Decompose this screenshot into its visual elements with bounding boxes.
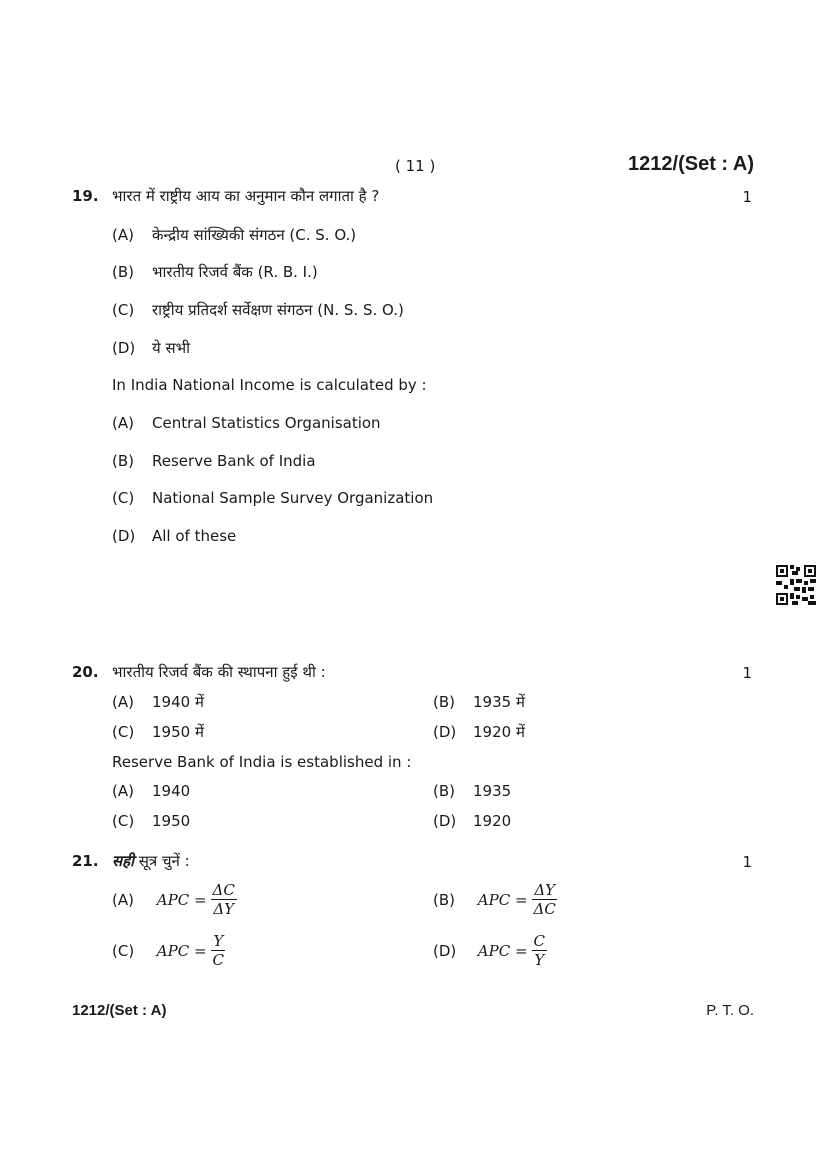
q19-english-option-a: (A) Central Statistics Organisation	[112, 414, 381, 432]
q20-hindi-option-a: (A) 1940 में	[112, 693, 204, 711]
q20-hindi-option-c: (C) 1950 में	[112, 723, 204, 741]
q19-hindi-option-c: (C) राष्ट्रीय प्रतिदर्श सर्वेक्षण संगठन (N. S. S. O.)	[112, 301, 404, 319]
q20-hindi-option-d: (D) 1920 में	[433, 723, 525, 741]
footer-paper-code: 1212/(Set : A)	[72, 1002, 167, 1019]
q21-option-d: (D) APC = $\frac{C}{Y}$	[433, 932, 546, 969]
qr-code-icon	[776, 565, 816, 605]
question-19-marks: 1	[742, 188, 752, 206]
footer-pto: P. T. O.	[706, 1002, 754, 1019]
question-21-number: 21.	[72, 852, 99, 870]
q20-english-option-d: (D) 1920	[433, 812, 512, 830]
q19-hindi-option-d: (D) ये सभी	[112, 339, 191, 357]
page-number: ( 11 )	[395, 157, 436, 175]
question-21-hindi: सही सूत्र चुनें :	[112, 852, 190, 870]
paper-code: 1212/(Set : A)	[628, 153, 754, 175]
q20-english-option-c: (C) 1950	[112, 812, 191, 830]
q21-option-c: (C) APC = $\frac{Y}{C}$	[112, 932, 225, 969]
question-21-marks: 1	[742, 853, 752, 871]
question-19-hindi: भारत में राष्ट्रीय आय का अनुमान कौन लगाता है ?	[112, 187, 380, 205]
question-20-number: 20.	[72, 663, 99, 681]
q19-english-option-b: (B) Reserve Bank of India	[112, 452, 316, 470]
q19-hindi-option-a: (A) केन्द्रीय सांख्यिकी संगठन (C. S. O.)	[112, 226, 357, 244]
question-19-english: In India National Income is calculated by :	[112, 376, 427, 394]
question-20-english: Reserve Bank of India is established in :	[112, 753, 412, 771]
q19-hindi-option-b: (B) भारतीय रिजर्व बैंक (R. B. I.)	[112, 263, 318, 281]
question-19-number: 19.	[72, 187, 99, 205]
q19-english-option-d: (D) All of these	[112, 527, 237, 545]
q19-english-option-c: (C) National Sample Survey Organization	[112, 489, 434, 507]
question-20-hindi: भारतीय रिजर्व बैंक की स्थापना हुई थी :	[112, 663, 326, 681]
q20-english-option-a: (A) 1940	[112, 782, 191, 800]
emphasis-word: सही	[112, 852, 134, 870]
question-20-marks: 1	[742, 664, 752, 682]
q20-hindi-option-b: (B) 1935 में	[433, 693, 525, 711]
q21-option-a: (A) APC = $\frac{\Delta C}{\Delta Y}$	[112, 881, 235, 918]
q20-english-option-b: (B) 1935	[433, 782, 512, 800]
q21-option-b: (B) APC = $\frac{\Delta Y}{\Delta C}$	[433, 881, 556, 918]
